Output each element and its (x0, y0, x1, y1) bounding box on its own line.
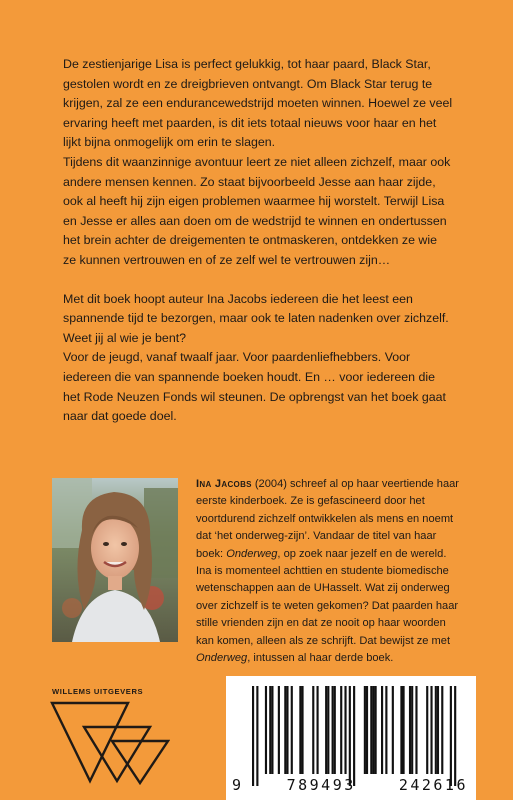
barcode-bar (415, 686, 417, 774)
author-bio (196, 476, 464, 667)
barcode-bar (454, 686, 456, 786)
isbn-digits (232, 776, 468, 794)
barcode-bar (392, 686, 394, 774)
barcode-bar (299, 686, 301, 774)
barcode-bar (325, 686, 327, 774)
barcode-bar (353, 686, 355, 786)
blurb-paragraph-4: Voor de jeugd, vanaf twaalf jaar. Voor paardenliefhebbers. Voor iedereen die van spannende boeken houdt. En … voor iedereen die het Rode Neuzen Fonds wil steunen. De opbrengst van het boek gaat naar dat goede doel. (63, 350, 446, 424)
bio-text: Ina is momenteel achttien en studente biomedische wetenschappen aan de UHasselt. Wat zij onderweg over zichzelf is te weten gekomen? Dat paarden haar stille vrienden zijn en dat ze nooit op haar woorden kan komen, alleen als ze schrijft. Dat bewijst ze met (196, 565, 459, 647)
barcode-bar (409, 686, 411, 774)
barcode-bar (286, 686, 288, 774)
barcode-bar (332, 686, 334, 774)
barcode-bar (403, 686, 405, 774)
book-title: Onderweg (226, 547, 278, 560)
barcode-bar (271, 686, 273, 774)
back-cover-blurb (63, 55, 453, 427)
barcode-bar (291, 686, 293, 774)
author-photo (52, 478, 178, 642)
barcode-bar (252, 686, 254, 786)
bio-text: (2004) schreef al op haar veertiende haar eerste kinderboek. Ze is gefascineerd door het voortdurend zichzelf ontwikkelen als mens en noemt dat ‘het onderweg-zijn’. Vandaar de titel van haar boek: (196, 478, 459, 560)
bio-paragraph-2 (196, 563, 464, 667)
barcode-bar (344, 686, 346, 774)
barcode-bar (349, 686, 351, 786)
barcode-bar (385, 686, 387, 774)
blurb-paragraph-2: Tijdens dit waanzinnige avontuur leert ze niet alleen zichzelf, maar ook andere mensen kennen. Zo staat bijvoorbeeld Jesse aan haar zijde, ook al heeft hij zijn eigen problemen waarmee hij worstelt. Terwijl Lisa en Jesse er alles aan doen om de wedstrijd te winnen en ondertussen het brein achter de dreigementen te ontmaskeren, ontdekken ze wie ze kunnen vertrouwen en of ze zelf wel te vertrouwen zijn… (63, 154, 451, 267)
barcode-bar (441, 686, 443, 774)
barcode (226, 676, 476, 800)
blurb-paragraph-1: De zestienjarige Lisa is perfect gelukkig, tot haar paard, Black Star, gestolen wordt en ze dreigbrieven ontvangt. Om Black Star terug te krijgen, zal ze een endurancewedstrijd moeten winnen. Hoewel ze veel ervaring heeft met paarden, is dit iets totaal nieuws voor haar en het lijkt bijna onmogelijk om erin te slagen. (63, 57, 453, 150)
isbn-right-group: 242616 (398, 776, 468, 794)
author-name: Ina Jacobs (196, 478, 252, 490)
barcode-bar (327, 686, 329, 774)
barcode-bar (426, 686, 428, 774)
bio-paragraph-1 (196, 476, 464, 563)
barcode-bar (437, 686, 439, 774)
barcode-bar (364, 686, 366, 774)
barcode-bar (256, 686, 258, 786)
barcode-bar (265, 686, 267, 774)
book-title: Onderweg (196, 652, 248, 665)
bio-text: , intussen al haar derde boek. (247, 652, 394, 665)
barcode-bar (269, 686, 271, 774)
barcode-bar (430, 686, 432, 774)
barcode-bar (334, 686, 336, 774)
barcode-bar (381, 686, 383, 774)
blurb-paragraph-3: Met dit boek hoopt auteur Ina Jacobs iedereen die het leest een spannende tijd te bezorgen, maar ook te laten nadenken over zichzelf. Weet jij al wie je bent? (63, 291, 449, 345)
barcode-bar (411, 686, 413, 774)
barcode-bar (435, 686, 437, 774)
barcode-bar (340, 686, 342, 774)
barcode-bar (450, 686, 452, 786)
barcode-bar (278, 686, 280, 774)
barcode-bar (372, 686, 374, 774)
barcode-bar (317, 686, 319, 774)
isbn-first-digit: 9 (232, 776, 244, 794)
paragraph-gap (63, 271, 453, 290)
barcode-bar (370, 686, 372, 774)
barcode-bar (284, 686, 286, 774)
isbn-left-group: 789493 (286, 776, 356, 794)
barcode-bar (312, 686, 314, 774)
barcode-bar (375, 686, 377, 774)
barcode-bar (366, 686, 368, 774)
barcode-bar (400, 686, 402, 774)
barcode-bar (301, 686, 303, 774)
publisher-logo-icon (50, 699, 170, 785)
publisher-name: WILLEMS UITGEVERS (52, 687, 144, 696)
bio-text: , op zoek naar jezelf en de wereld. (277, 547, 447, 560)
